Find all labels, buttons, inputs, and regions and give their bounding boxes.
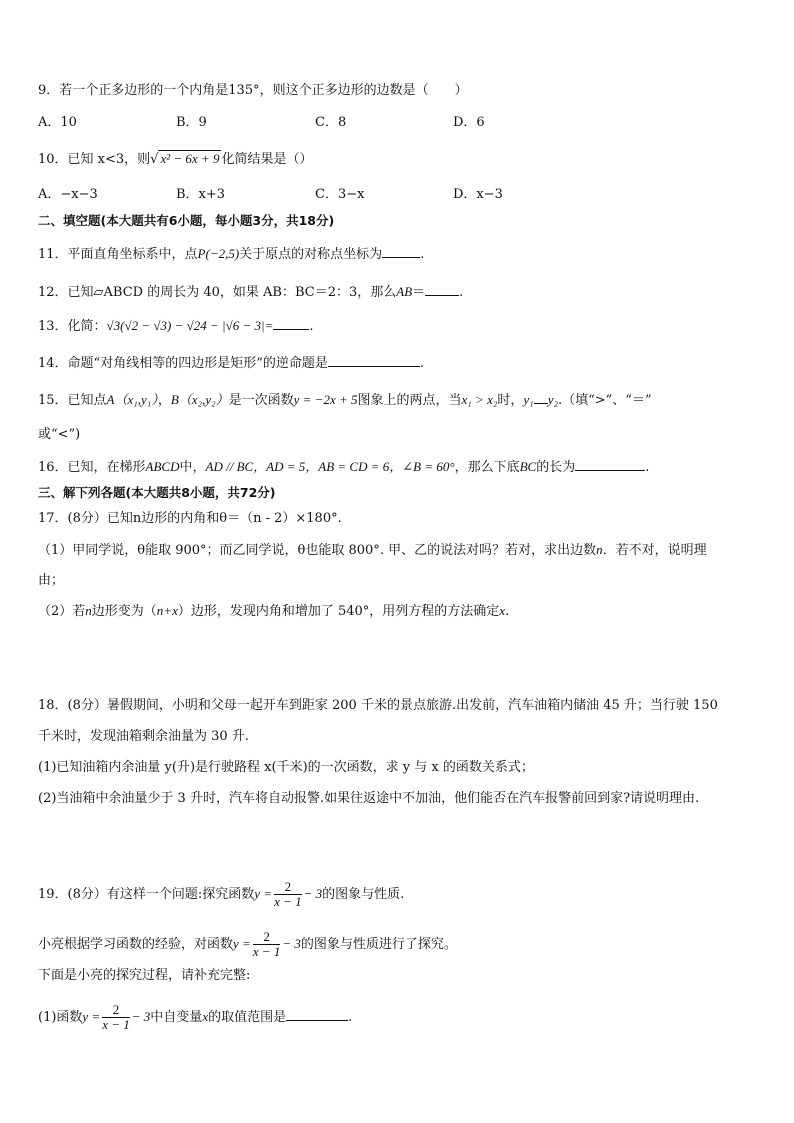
q19-fn-y-2: y = [233, 936, 251, 951]
q14-text: 14．命题“对角线相等的四边形是矩形”的逆命题是 [38, 356, 328, 371]
q15-text-c: 时， [497, 393, 524, 408]
q15-point-a: A（x₁,y₁） [106, 392, 158, 407]
q19-l4-b: 中自变量 [150, 1010, 203, 1025]
q11-answer-blank[interactable] [382, 245, 420, 258]
q11-suffix: 关于原点的对称点坐标为 [239, 247, 383, 262]
q19-fraction-2-numerator: 2 [253, 930, 281, 945]
q15-text-a: 15．已知点 [38, 393, 107, 408]
q19-fraction-3-numerator: 2 [102, 1003, 130, 1018]
q19-l2-end: 的图象与性质进行了探究。 [300, 937, 457, 952]
q11-point: P(−2,5) [197, 246, 240, 261]
question-18-part2: (2)当油箱中余油量少于 3 升时，汽车将自动报警.如果往返途中不加油，他们能否在汽车报警前回到家?请说明理由. [38, 791, 700, 806]
q10-option-d: D．x−3 [453, 187, 503, 202]
q19-fraction-2 [253, 930, 281, 959]
q14-answer-blank[interactable] [328, 354, 420, 367]
q19-fraction-denominator: x − 1 [274, 894, 302, 909]
q19-answer-blank[interactable] [286, 1008, 348, 1021]
q17-p2-a: （2）若 [38, 604, 86, 619]
q9-option-c: C．8 [315, 115, 347, 130]
q19-fraction [274, 880, 302, 909]
q19-l2-text: 小亮根据学习函数的经验，对函数 [38, 937, 234, 952]
question-19-line-1 [38, 880, 404, 909]
q16-base: BC [519, 459, 537, 474]
q10-option-c: C．3−x [315, 187, 365, 202]
q12-suffix: ＝ [412, 285, 426, 300]
question-17-head: 17．(8分）已知n边形的内角和θ＝（n - 2）×180°. [38, 511, 342, 526]
q13-answer-blank[interactable] [273, 317, 309, 330]
q11-prefix: 11．平面直角坐标系中，点 [38, 247, 198, 262]
question-13: 13．化简：√3(√2 − √3) − √24 − |√6 − 3|= . [38, 318, 314, 334]
q19-fraction-2-denominator: x − 1 [252, 944, 281, 959]
question-19-line-2 [38, 930, 457, 959]
question-17-part2 [38, 602, 509, 621]
q15-sep: ， [157, 393, 171, 408]
q19-fraction-numerator: 2 [274, 880, 302, 895]
q17-p2-nx: n+x [156, 603, 178, 618]
q19-l4-text: (1)函数 [38, 1010, 83, 1025]
q19-fraction-3-denominator: x − 1 [102, 1017, 130, 1032]
sqrt-symbol: √ [150, 152, 159, 167]
q9-option-a: A．10 [38, 115, 77, 130]
q19-l4-c: 的取值范围是 [208, 1010, 287, 1025]
q19-fn-tail-2: − 3 [282, 936, 301, 951]
q15-continuation: 或“<”) [38, 427, 81, 442]
question-11: 11．平面直角坐标系中，点P(−2,5)关于原点的对称点坐标为 . [38, 246, 425, 262]
section-3-heading: 三、解下列各题(本大题共8小题，共72分) [38, 485, 276, 500]
question-10 [38, 150, 312, 169]
question-17-part1-cont: 由； [38, 573, 65, 588]
q19-l1-end: 的图象与性质. [322, 887, 405, 902]
q16-conditions: AD // BC，AD = 5，AB = CD = 6，∠B = 60° [205, 459, 455, 474]
q12-answer-blank[interactable] [425, 283, 459, 296]
question-15 [38, 391, 652, 410]
q12-prefix: 12．已知▱ABCD 的周长为 40，如果 AB：BC＝2：3，那么 [38, 285, 397, 300]
q10-suffix: 化简结果是（） [221, 152, 313, 167]
q9-option-d: D．6 [453, 115, 485, 130]
q19-l1-text: 19．(8分）有这样一个问题:探究函数 [38, 887, 255, 902]
q17-p2-b: 边形变为（ [91, 604, 157, 619]
q15-text-mid: 是一次函数 [228, 393, 294, 408]
q13-prefix: 13．化简： [38, 319, 107, 334]
q15-text-b: 图象上的两点，当 [357, 393, 462, 408]
q19-fn-tail: − 3 [303, 886, 323, 901]
q15-function: y = −2x + 5 [293, 392, 358, 407]
q16-prefix: 16．已知，在梯形 [38, 460, 146, 475]
question-19-part1: (1)函数y = $\frac{2}{x - 1}$ − 3中自变量x的取值范围是 . [38, 1002, 353, 1032]
q16-trapezoid: ABCD [145, 459, 180, 474]
q10-prefix: 10．已知 x<3，则 [38, 152, 151, 167]
q9-option-b: B．9 [176, 115, 207, 130]
q17-p2-d: . [505, 604, 510, 619]
q17-p2-x: x [499, 603, 506, 618]
question-9 [38, 82, 468, 100]
q12-var: AB [396, 284, 413, 299]
question-18-part1: (1)已知油箱内余油量 y(升)是行驶路程 x(千米)的一次函数，求 y 与 x 的函数关系式； [38, 760, 534, 775]
q10-option-b: B．x+3 [176, 187, 226, 202]
q15-text-d: .（填“>”、“＝” [557, 393, 652, 408]
q19-fn-y: y = [254, 886, 273, 901]
q17-p2-n: n [85, 603, 92, 618]
q17-p1-text-b: ．若不对，说明理 [602, 543, 707, 558]
q15-y2: y₂ [547, 392, 558, 407]
q16-answer-blank[interactable] [575, 458, 645, 471]
q15-answer-blank[interactable] [534, 391, 548, 404]
q19-fn-y-3: y = [82, 1009, 101, 1024]
question-18-line-2: 千米时，发现油箱剩余油量为 30 升. [38, 729, 249, 744]
question-14: 14．命题“对角线相等的四边形是矩形”的逆命题是 . [38, 356, 424, 371]
q19-fraction-3 [102, 1003, 130, 1032]
q15-y1: y₁ [523, 392, 534, 407]
question-17-part1 [38, 541, 707, 560]
q15-condition: x₁ > x₂ [461, 392, 498, 407]
section-2-heading: 二、填空题(本大题共有6小题，每小题3分，共18分) [38, 213, 335, 228]
q10-radicand: x² − 6x + 9 [160, 151, 220, 166]
question-12: 12．已知▱ABCD 的周长为 40，如果 AB：BC＝2：3，那么AB＝ . [38, 284, 464, 300]
q16-suffix: ，那么下底 [454, 460, 520, 475]
q19-l4-x: x [202, 1009, 209, 1024]
q17-p1-n: n [596, 542, 603, 557]
question-19-line-3: 下面是小亮的探究过程，请补充完整: [38, 968, 251, 983]
q17-p2-c: ）边形，发现内角和增加了 540°，用列方程的方法确定 [177, 604, 500, 619]
q19-fn-tail-3: − 3 [131, 1009, 151, 1024]
q15-point-b: B（x₂,y₂） [170, 392, 229, 407]
q13-expression: √3(√2 − √3) − √24 − |√6 − 3|= [106, 318, 274, 333]
q17-p1-text: （1）甲同学说，θ能取 900°；而乙同学说，θ也能取 800°. 甲、乙的说法对吗？若对，求出边数 [38, 543, 597, 558]
q16-mid: 中， [179, 460, 206, 475]
q16-end: 的长为 [536, 460, 576, 475]
question-16: 16．已知，在梯形ABCD中，AD // BC，AD = 5，AB = CD = 6，∠B = 60°，那么下底BC的长为 . [38, 459, 650, 475]
q10-option-a: A．−x−3 [38, 187, 98, 202]
question-9-text: 9．若一个正多边形的一个内角是135°，则这个正多边形的边数是（ ） [38, 83, 468, 98]
question-18-line-1: 18．(8分）暑假期间，小明和父母一起开车到距家 200 千米的景点旅游.出发前，汽车油箱内储油 45 升；当行驶 150 [38, 698, 718, 713]
